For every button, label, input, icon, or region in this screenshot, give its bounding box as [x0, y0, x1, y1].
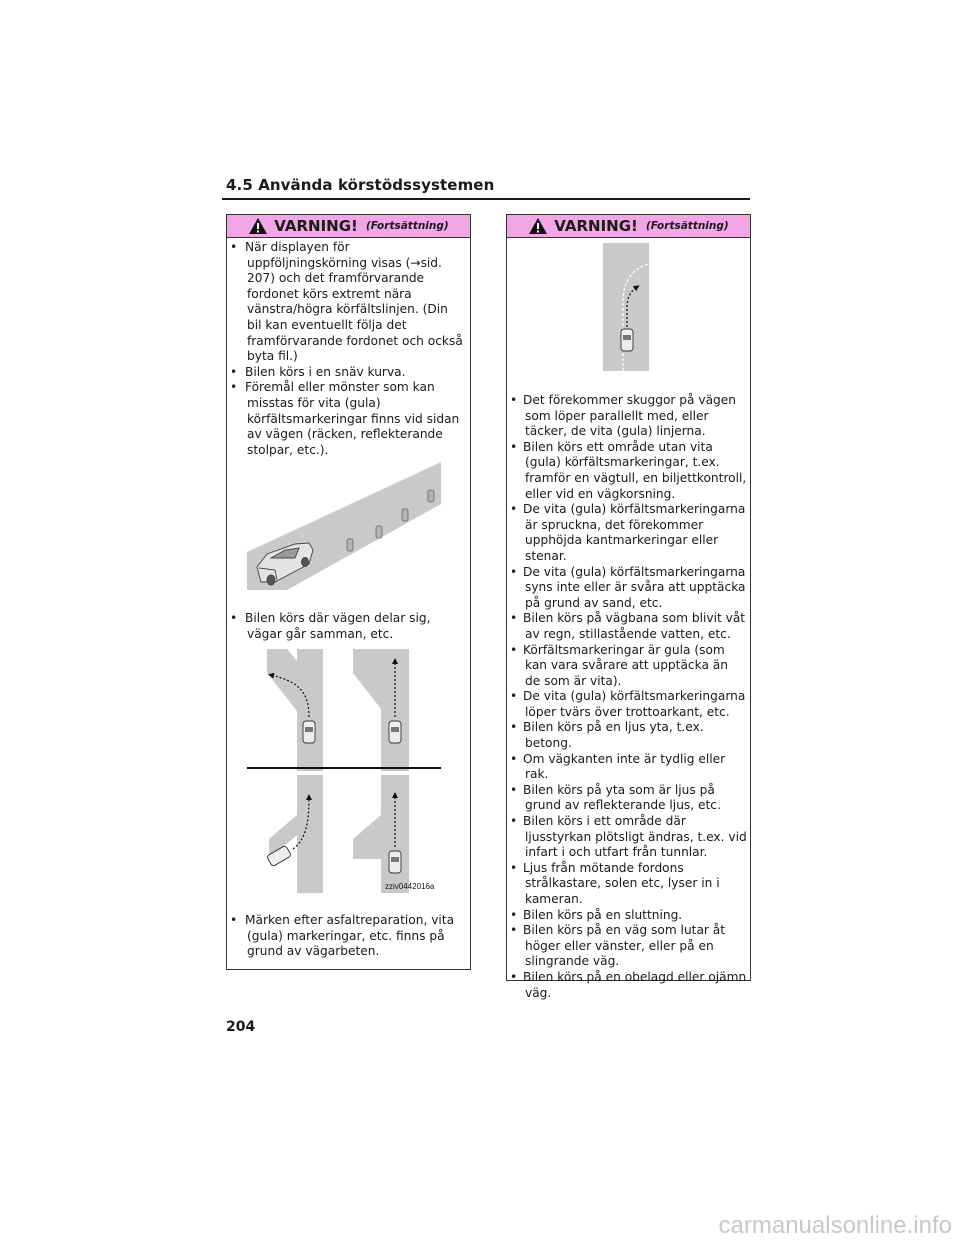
- warning-triangle-icon: [248, 217, 268, 235]
- list-item: • De vita (gula) körfältsmarkeringarna syns inte eller är svåra att upptäcka på grund av sand, etc.: [507, 565, 747, 612]
- list-item: • Körfältsmarkeringar är gula (som kan vara svårare att upptäcka än de som är vita).: [507, 643, 747, 690]
- list-item: • Ljus från mötande fordons strålkastare, solen etc, lyser in i kameran.: [507, 861, 747, 908]
- list-item: • Det förekommer skuggor på vägen som löper parallellt med, eller täcker, de vita (gula) linjerna.: [507, 393, 747, 440]
- warning-triangle-icon: [528, 217, 548, 235]
- list-item: • Bilen körs på en väg som lutar åt höger eller vänster, eller på en slingrande väg.: [507, 923, 747, 970]
- section-divider: [222, 198, 750, 200]
- warning-subtitle: (Fortsättning): [365, 220, 449, 232]
- list-item: • Märken efter asfaltreparation, vita (gula) markeringar, etc. finns på grund av vägarbeten.: [227, 913, 465, 960]
- warning-title: VARNING!: [554, 217, 638, 235]
- page-number: 204: [226, 1019, 256, 1035]
- bullet-list-right: [507, 393, 747, 1001]
- list-item: • Bilen körs på en ljus yta, t.ex. betong.: [507, 720, 747, 751]
- list-item: • Bilen körs på vägbana som blivit våt av regn, stillastående vatten, etc.: [507, 611, 747, 642]
- list-item: • Bilen körs i ett område där ljusstyrkan plötsligt ändras, t.ex. vid infart i och utfart från tunnlar.: [507, 814, 747, 861]
- watermark: carmanualsonline.info: [718, 1212, 952, 1239]
- list-item: • De vita (gula) körfältsmarkeringarna är spruckna, det förekommer upphöjda kantmarkeringar eller stenar.: [507, 502, 747, 564]
- bullet-list-mid: [227, 611, 465, 642]
- guardrail-illustration: [247, 462, 441, 590]
- list-item: • Bilen körs där vägen delar sig, vägar går samman, etc.: [227, 611, 465, 642]
- list-item: • Föremål eller mönster som kan misstas för vita (gula) körfältsmarkeringar finns vid sidan av vägen (räcken, reflekterande stolpar, etc.).: [227, 380, 465, 458]
- list-item: • Bilen körs på en sluttning.: [507, 908, 747, 924]
- section-title: 4.5 Använda körstödssystemen: [226, 176, 495, 194]
- warning-box-left: [226, 214, 471, 970]
- bullet-list-bottom: [227, 913, 465, 960]
- warning-header: [227, 215, 470, 238]
- warning-header: [507, 215, 750, 238]
- warning-subtitle: (Fortsättning): [645, 220, 729, 232]
- list-item: • Bilen körs på yta som är ljus på grund av reflekterande ljus, etc.: [507, 783, 747, 814]
- warning-title: VARNING!: [274, 217, 358, 235]
- list-item: • När displayen för uppföljningskörning visas (→sid. 207) och det framförvarande fordonet körs extremt nära vänstra/högra körfältslinjen. (Din bil kan eventuellt följa det framförvarande fordonet och också byta fil.): [227, 240, 465, 365]
- list-item: • De vita (gula) körfältsmarkeringarna löper tvärs över trottoarkant, etc.: [507, 689, 747, 720]
- list-item: • Bilen körs i en snäv kurva.: [227, 365, 465, 381]
- list-item: • Bilen körs på en obelagd eller ojämn väg.: [507, 970, 747, 1001]
- road-split-illustration: [243, 649, 441, 893]
- list-item: • Om vägkanten inte är tydlig eller rak.: [507, 752, 747, 783]
- bullet-list-top: [227, 240, 465, 458]
- figure-code: zziv0442016a: [385, 882, 435, 891]
- list-item: • Bilen körs ett område utan vita (gula) körfältsmarkeringar, t.ex. framför en vägtull, en biljettkontroll, eller vid en vägkorsning.: [507, 440, 747, 502]
- warning-box-right: [506, 214, 751, 1000]
- curve-road-illustration: [603, 243, 663, 371]
